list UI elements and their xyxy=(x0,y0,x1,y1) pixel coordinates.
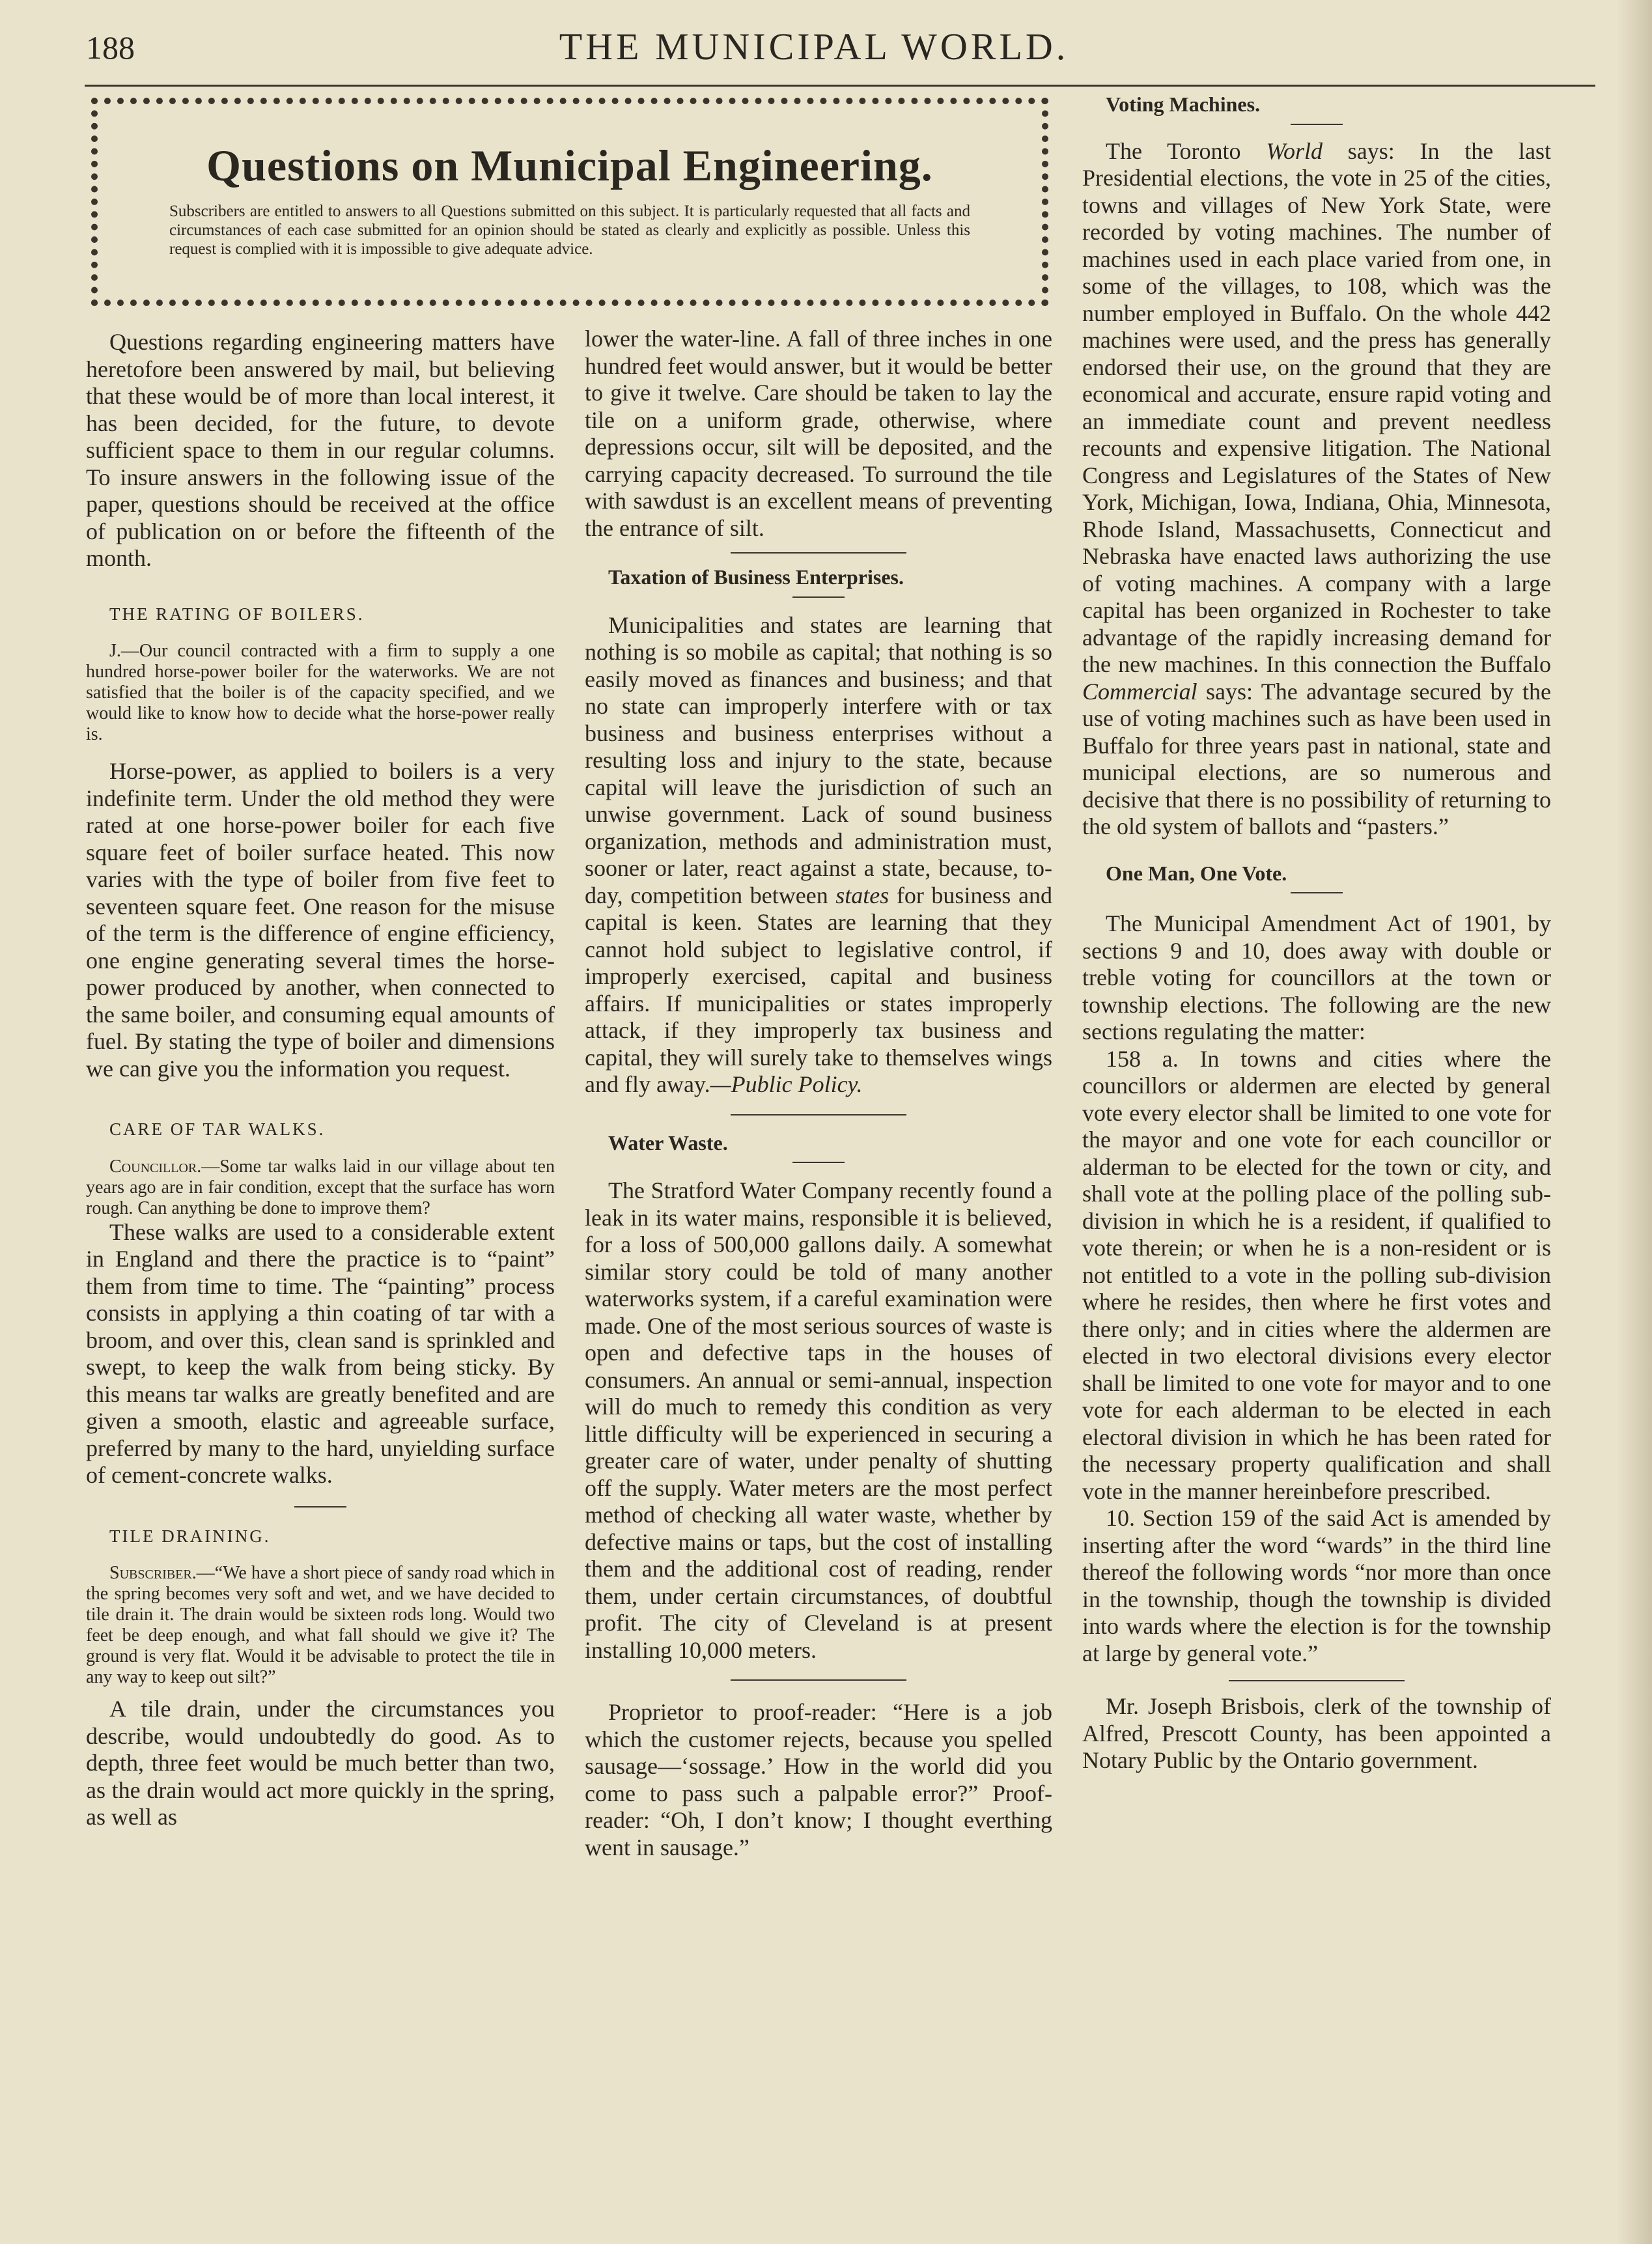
page-number: 188 xyxy=(86,29,135,66)
water-waste-heading: Water Waste. xyxy=(608,1130,728,1155)
tar-walks-heading: CARE OF TAR WALKS. xyxy=(109,1119,326,1139)
boilers-question: J.—Our council contracted with a firm to supply a one hundred horse-power boiler for the waterworks. We are not satisfied that the boiler is of the capacity specified, and we would like to know how to decide what the horse-power really is. xyxy=(86,641,555,744)
proof-reader-anecdote: Proprietor to proof-reader: “Here is a job which the customer rejects, because you spelled sausage—‘sossage.’ How in the world did you come to pass such a palpable error?” Proof-reader: “Oh, I don’t know; I thought everthing went in sausage.” xyxy=(585,1699,1052,1860)
voting-machines-heading: Voting Machines. xyxy=(1106,92,1261,116)
brisbois-notice: Mr. Joseph Brisbois, clerk of the township of Alfred, Prescott County, has been appointed a Notary Public by the Ontario government. xyxy=(1082,1693,1551,1773)
voting-text-1: The Toronto xyxy=(1106,137,1241,164)
tar-walks-question-lead: Councillor. xyxy=(109,1156,202,1177)
tile-answer-continued: lower the water-line. A fall of three inches in one hundred feet would answer, but it would be better to give it twelve. Care should be taken to lay the tile on a uniform grade, otherwise, where depressions occur, silt will be deposited, and the carrying capacity decreased. To surround the tile with sawdust is an excellent means of preventing the entrance of silt. xyxy=(585,326,1052,541)
divider xyxy=(792,596,845,598)
divider xyxy=(1229,1680,1405,1681)
masthead: THE MUNICIPAL WORLD. xyxy=(559,25,1069,68)
taxation-source: —Public Policy. xyxy=(710,1071,863,1097)
water-waste-body: The Stratford Water Company recently found a leak in its water mains, responsible it is believed, for a loss of 500,000 gallons daily. A somewhat similar story could be told of many another waterworks system, if a careful examination were made. One of the most serious sources of waste is open and defective taps in the houses of consumers. An annual or semi-annual, inspection will do much to remedy this condition as very little difficulty will be experienced in securing a greater care of water, under penalty of shutting off the supply. Water meters are the most perfect method of checking all water waste, whether by defective mains or taps, but the cost of installing them and the additional cost of reading, render them, under certain circumstances, of doubtful profit. The city of Cleveland is at present installing 10,000 meters. xyxy=(585,1177,1052,1663)
taxation-text-1: Municipalities and states are learning that nothing is so mobile as capital; that nothing is so easily moved as finances and business; and that no state can improperly interfere with or tax business and business enterprises without a resulting loss and injury to the state, because capital will leave the jurisdiction of such an unwise government. Lack of sound business organization, methods and administration must, sooner or later, react against a state, because, to-day, competition between xyxy=(585,611,1052,908)
voting-text-2: says: In the last Presidential elections, the vote in 25 of the cities, towns and villages of New York State, were recorded by voting machines. The number of machines used in each place varied from one, in some of the villages, to 108, which was the number employed in Buffalo. On the whole 442 machines were used, and the press has generally endorsed their use, on the ground that they are economical and accurate, ensure rapid voting and an immediate count and prevent needless recounts and expensive litigation. The National Congress and Legislatures of the States of New York, Michigan, Iowa, Indiana, Ohia, Minnesota, Rhode Island, Massachusetts, Connecticut and Nebraska have enacted laws authorizing the use of voting machines. A company with a large capital has been organized in Rochester to take advantage of the rapidly increasing demand for the new machines. In this connection the Buffalo xyxy=(1082,137,1552,677)
left-column xyxy=(86,329,555,1831)
divider xyxy=(294,1506,346,1508)
divider xyxy=(731,552,906,554)
voting-world: World xyxy=(1266,137,1323,164)
divider xyxy=(731,1679,906,1681)
page-header xyxy=(0,25,1652,96)
one-man-one-vote-heading: One Man, One Vote. xyxy=(1106,861,1287,885)
voting-machines-body xyxy=(1082,138,1551,841)
tar-walks-question-text: —Some tar walks laid in our village about ten years ago are in fair condition, except that the surface has worn rough. Can anything be done to improve them? xyxy=(86,1156,555,1218)
tar-walks-answer: These walks are used to a considerable extent in England and there the practice is to “paint” them from time to time. The “painting” process consists in applying a thin coating of tar with a broom, and over this, clean sand is sprinkled and swept, to keep the walk from being sticky. By this means tar walks are greatly benefited and are given a smooth, elastic and agreeable surface, preferred by many to the hard, unyielding surface of cement-concrete walks. xyxy=(86,1218,555,1488)
divider xyxy=(792,1162,845,1163)
header-rule xyxy=(85,85,1595,87)
page-edge-shadow xyxy=(1616,0,1652,2244)
divider xyxy=(1291,124,1343,125)
tile-question xyxy=(86,1563,555,1688)
boilers-answer: Horse-power, as applied to boilers is a very indefinite term. Under the old method they were rated at one horse-power boiler for each five square feet of boiler surface heated. This now varies with the type of boiler from five feet to seventeen square feet. One reason for the misuse of the term is the difference of engine efficiency, one engine generating several times the horse-power produced by another, when connected to the same boiler, and consuming equal amounts of fuel. By stating the type of boiler and dimensions we can give you the information you request. xyxy=(86,758,555,1082)
divider xyxy=(731,1114,906,1115)
tile-answer: A tile drain, under the circumstances you describe, would undoubtedly do good. As to depth, three feet would be much better than two, as the drain would act more quickly in the spring, as well as xyxy=(86,1696,555,1830)
section-banner xyxy=(91,98,1048,306)
voting-text-3: says: The advantage secured by the use of voting machines such as have been used in Buffalo for three years past in national, state and municipal elections, are so numerous and decisive that there is no possibility of returning to the old system of ballots and “pasters.” xyxy=(1082,678,1552,839)
taxation-heading: Taxation of Business Enterprises. xyxy=(608,565,904,589)
voting-commercial: Commercial xyxy=(1082,678,1197,705)
right-column xyxy=(1082,91,1551,1774)
amendment-intro: The Municipal Amendment Act of 1901, by sections 9 and 10, does away with double or treble voting for councillors at the town or township elections. The following are the new sections regulating the matter: xyxy=(1082,910,1551,1045)
tar-walks-question xyxy=(86,1157,555,1219)
tile-heading: TILE DRAINING. xyxy=(109,1526,271,1546)
section-158a: 158 a. In towns and cities where the councillors or aldermen are elected by general vote every elector shall be limited to one vote for the mayor and one vote for each councillor or alderman to be elected for the town or city, and shall vote at the polling place of the polling sub-division in which he is a resident, if qualified to vote therein; or when he is a non-resident or is not entitled to a vote in the polling sub-division where he resides, then where he first votes and there only; and in cities where the aldermen are elected in two electoral divisions every elector shall be limited to one vote for mayor and to one vote for each alderman to be elected in each electoral division in which he has been rated for the necessary property qualification and shall vote in the manner hereinbefore prescribed. xyxy=(1082,1045,1551,1504)
tile-question-lead: Subscriber. xyxy=(109,1563,197,1583)
section-10: 10. Section 159 of the said Act is amended by inserting after the word “wards” in the third line thereof the following words “nor more than once in the township, though the township is divided into wards where the election is for the township at large by general vote.” xyxy=(1082,1505,1551,1666)
intro-paragraph: Questions regarding engineering matters have heretofore been answered by mail, but believing that these would be of more than local interest, it has been decided, for the future, to devote sufficient space to them in our regular columns. To insure answers in the following issue of the paper, questions should be received at the office of publication on or before the fifteenth of the month. xyxy=(86,329,555,571)
banner-note: Subscribers are entitled to answers to all Questions submitted on this subject. It is particularly requested that all facts and circumstances of each case submitted for an opinion should be stated as clearly and explicitly as possible. Unless this request is complied with it is impossible to give adequate advice. xyxy=(169,203,970,258)
boilers-heading: THE RATING OF BOILERS. xyxy=(109,604,365,624)
taxation-body xyxy=(585,612,1052,1099)
banner-title: Questions on Municipal Engineering. xyxy=(206,141,933,190)
taxation-states: states xyxy=(835,882,889,908)
divider xyxy=(1291,892,1343,893)
middle-column xyxy=(585,326,1052,1861)
tile-question-text: —“We have a short piece of sandy road which in the spring becomes very soft and wet, and we have decided to tile drain it. The drain would be sixteen rods long. Would two feet be deep enough, and what fall should we give it? The ground is very flat. Would it be advisable to protect the tile in any way to keep out silt?” xyxy=(86,1563,555,1687)
taxation-text-2: for business and capital is keen. States are learning that they cannot hold subject to legislative control, if improperly exercised, capital and business affairs. If municipalities or states improperly attack, if they improperly tax business and capital, they will surely take to themselves wings and fly away. xyxy=(585,882,1052,1097)
